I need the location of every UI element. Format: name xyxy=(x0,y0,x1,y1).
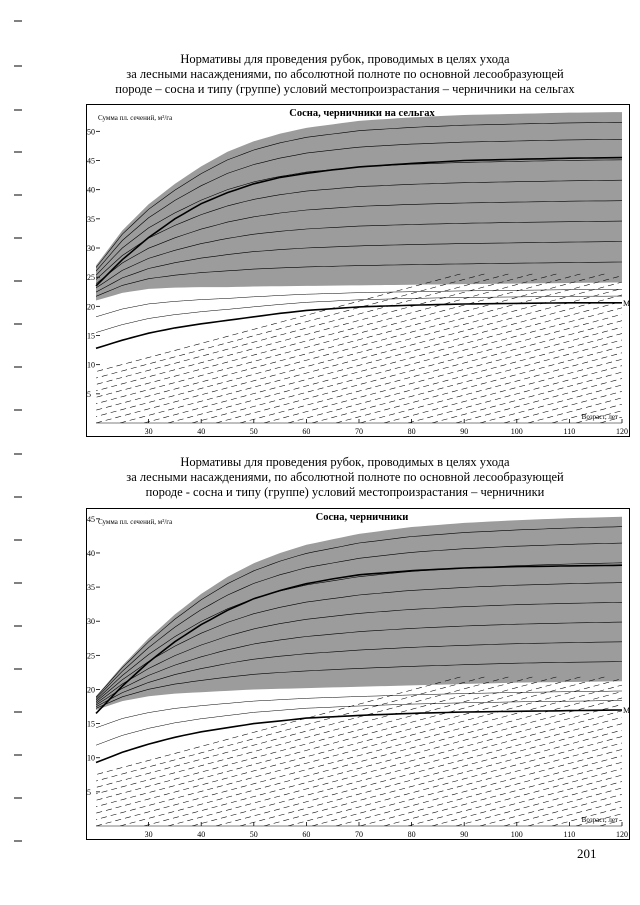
chart-2-caption xyxy=(60,455,630,500)
x-tick-label: 50 xyxy=(249,427,258,436)
x-tick-label: 40 xyxy=(197,830,206,839)
x-tick-label: 60 xyxy=(302,830,311,839)
x-tick-label: 110 xyxy=(563,830,576,839)
x-tick-label: 120 xyxy=(616,427,628,436)
y-tick-label: 15 xyxy=(87,331,95,341)
x-tick-label: 90 xyxy=(460,427,469,436)
y-tick-label: 45 xyxy=(87,156,95,166)
x-tick-label: 50 xyxy=(249,830,258,839)
chart-1 xyxy=(86,104,630,437)
y-axis-label: Сумма пл. сечений, м²/га xyxy=(98,114,173,122)
chart-2-svg xyxy=(86,508,630,840)
x-tick-label: 60 xyxy=(302,427,311,436)
chart-title: Сосна, черничники на сельгах xyxy=(289,108,435,119)
y-tick-label: 45 xyxy=(87,514,95,524)
y-tick-label: 35 xyxy=(87,583,95,593)
y-tick-label: 25 xyxy=(87,651,95,661)
x-tick-label: 80 xyxy=(407,830,416,839)
caption-line: породе - сосна и типу (группе) условий местопроизрастания – черничники xyxy=(145,485,545,499)
x-axis-label: Возраст, лет xyxy=(581,816,618,824)
y-tick-label: 10 xyxy=(87,360,95,370)
y-tick-label: 5 xyxy=(87,389,91,399)
caption-line: породе – сосна и типу (группе) условий местопроизрастания – черничники на сельгах xyxy=(115,82,575,96)
x-axis-label: Возраст, лет xyxy=(581,413,618,421)
y-tick-label: 20 xyxy=(87,302,95,312)
y-tick-label: 25 xyxy=(87,273,95,283)
y-tick-label: 10 xyxy=(87,753,95,763)
y-tick-label: 30 xyxy=(87,617,95,627)
x-tick-label: 110 xyxy=(563,427,576,436)
curve-end-label: М xyxy=(623,298,630,308)
x-tick-label: 120 xyxy=(616,830,628,839)
y-tick-label: 50 xyxy=(87,127,95,137)
x-tick-label: 70 xyxy=(355,427,363,436)
x-tick-label: 70 xyxy=(355,830,363,839)
y-tick-label: 20 xyxy=(87,685,95,695)
chart-title: Сосна, черничники xyxy=(315,512,409,523)
chart-1-caption xyxy=(60,52,630,97)
x-tick-label: 90 xyxy=(460,830,469,839)
y-tick-label: 40 xyxy=(87,548,95,558)
y-tick-label: 35 xyxy=(87,214,95,224)
caption-line: за лесными насаждениями, по абсолютной полноте по основной лесообразующей xyxy=(126,470,564,484)
x-tick-label: 80 xyxy=(407,427,416,436)
caption-line: Нормативы для проведения рубок, проводимых в целях ухода xyxy=(180,52,510,66)
page-number: 201 xyxy=(577,846,597,861)
x-tick-label: 30 xyxy=(144,427,153,436)
curve-end-label: М xyxy=(623,705,630,715)
y-axis-label: Сумма пл. сечений, м²/га xyxy=(98,518,173,526)
y-tick-label: 40 xyxy=(87,185,95,195)
x-tick-label: 100 xyxy=(510,427,523,436)
y-tick-label: 30 xyxy=(87,244,95,253)
caption-line: Нормативы для проведения рубок, проводимых в целях ухода xyxy=(180,455,510,469)
y-tick-label: 5 xyxy=(87,787,91,797)
x-tick-label: 30 xyxy=(144,830,153,839)
chart-2 xyxy=(86,508,630,840)
margin-tick-marks xyxy=(0,0,30,905)
x-tick-label: 40 xyxy=(197,427,206,436)
chart-1-svg xyxy=(86,104,630,437)
x-tick-label: 100 xyxy=(510,830,523,839)
caption-line: за лесными насаждениями, по абсолютной полноте по основной лесообразующей xyxy=(126,67,564,81)
y-tick-label: 15 xyxy=(87,719,95,729)
